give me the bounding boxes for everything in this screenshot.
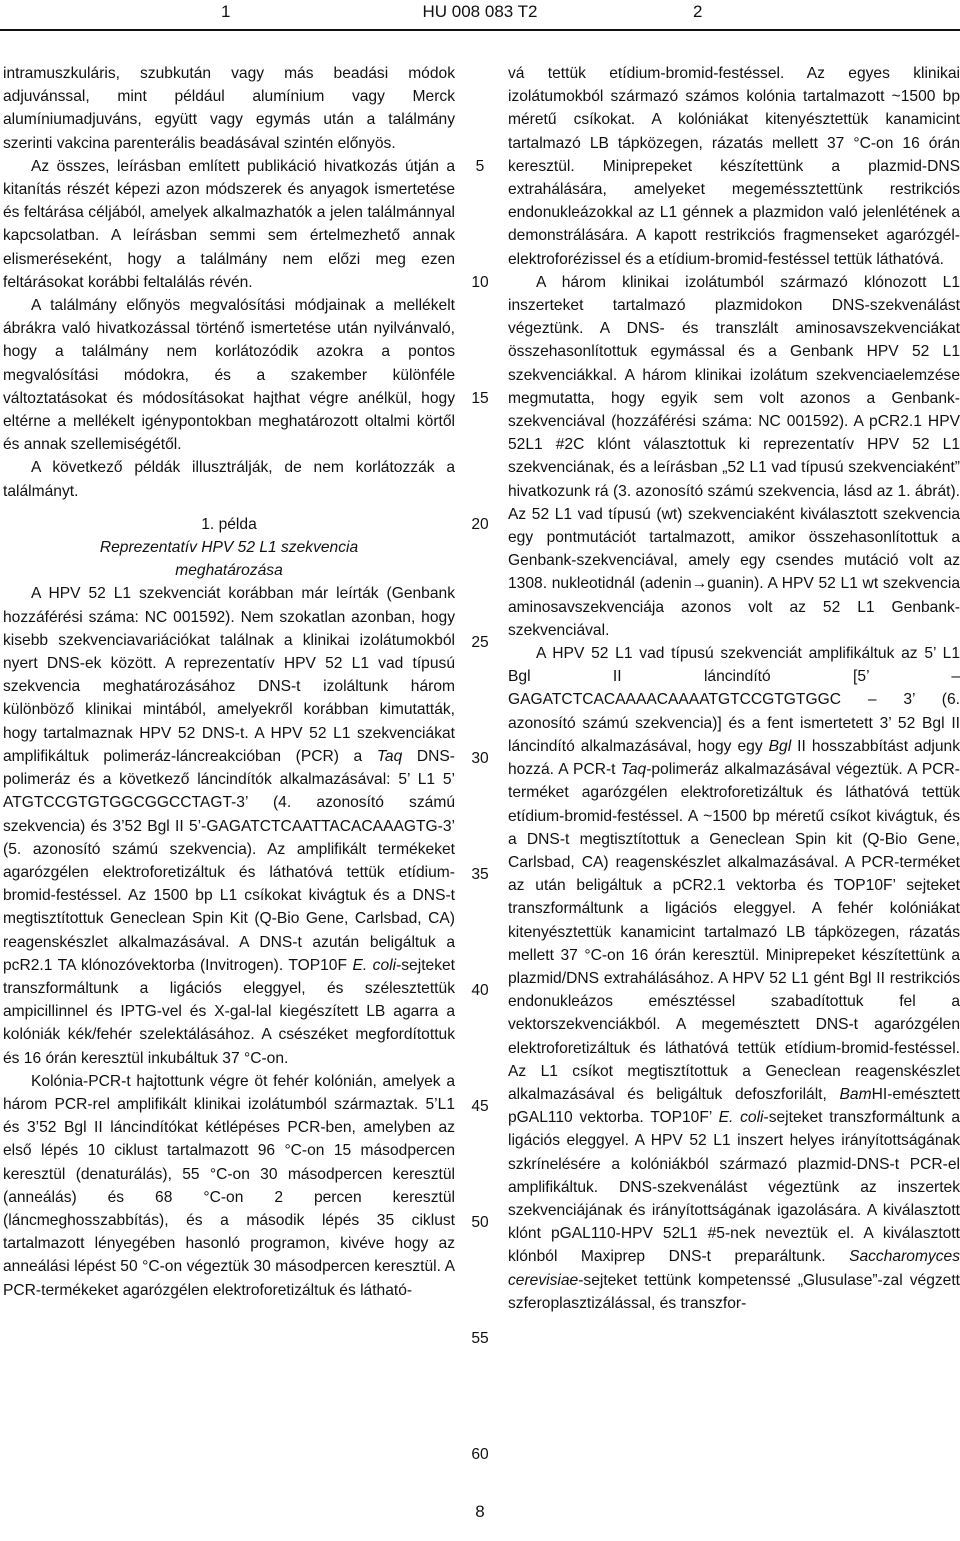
- line-number: 55: [471, 1330, 489, 1347]
- text-run: DNS-polimeráz és a következő láncindítók alkalmazásával: 5’ L1 5’ ATGTCCGTGTGGCGGCCTAGT-3’ (4. azonosító számú szekvencia) és 3’52 Bgl II 5’-GAGATCTCAATTACACAAAGTG-3’ (5. azonosító számú szekvencia). Az amplifikált termékeket agarózgélen elektroforetizáltuk és láthatóvá tettük etídium-bromid-festéssel. Az 1500 bp L1 csíkokat kivágtuk és a DNS-t megtisztítottuk Geneclean Spin Kit (Q-Bio Gene, Carlsbad, CA) reagenskészlet alkalmazásával. A DNS-t azután beligáltuk a pcR2.1 TA klónozóvektorba (Invitrogen). TOP10F: [3, 747, 455, 974]
- italic-term: Saccharomyces cerevisiae: [508, 1248, 960, 1289]
- document-id: HU 008 083 T2: [422, 2, 538, 21]
- italic-term: Taq: [620, 761, 647, 779]
- text-run: -polimeráz alkalmazásával végeztük. A PCR-terméket agarózgélen elektroforetizáltuk és láthatóvá tettük etídium-bromid-festéssel. A ~1500 bp méretű csíkot kivágtuk, és a DNS-t megtisztítottuk a Geneclean Spin kit (Q-Bio Gene, Carlsbad, CA) reagenskészlet alkalmazásával. A PCR-terméket az után beligáltuk a pCR2.1 vektorba és TOP10F’ sejteket transzformáltunk a ligációs eleggyel. A fehér kolóniákat kitenyésztettük kanamicint tartalmazó LB tápközegen, rázatás mellett 37 °C-on 16 órán keresztül. Miniprepeket készítettünk a plazmid/DNS extrahálásához. A HPV 52 L1 gént Bgl II restrikciós endonukleázos emésztéssel szabadítottuk fel a vektorszekvenciákból. A megemésztett DNS-t agarózgélen elektroforetizáltuk és láthatóvá tettük etídium-bromid-festéssel. Az L1 csíkot megtisztítottuk a Geneclean reagenskészlet alkalmazásával és beligáltuk defoszforilált,: [508, 761, 960, 1103]
- italic-term: Bam: [839, 1085, 872, 1103]
- line-number: 45: [471, 1098, 489, 1115]
- page-number-left: 1: [221, 2, 231, 21]
- text-run: A HPV 52 L1 vad típusú szekvenciát amplifikáltuk az 5’ L1 Bgl II láncindító [5’ –GAGATCTCACAAAACAAAATGTCCGTGTGGC – 3’ (6. azonosító számú szekvencia)] és a fent ismertetett 3’ 52 Bgl II láncindító alkalmazásával, hogy egy: [508, 645, 960, 755]
- example-subtitle: Reprezentatív HPV 52 L1 szekvencia: [99, 539, 359, 557]
- paragraph: [3, 582, 455, 1069]
- example-subtitle: meghatározása: [175, 562, 283, 580]
- line-number: 20: [471, 516, 489, 533]
- line-number: 40: [471, 982, 489, 999]
- page-number-right: 2: [693, 2, 703, 21]
- right-column: [508, 62, 960, 1315]
- paragraph: vá tettük etídium-bromid-festéssel. Az egyes klinikai izolátumokból származó számos kolónia tartalmazott ~1500 bp méretű csíkokat. A kolóniákat kitenyésztettük kanamicint tartalmazó LB tápközegen, rázatás mellett 37 °C-on 16 órán keresztül. Miniprepeket készítettünk a plazmid-DNS extrahálására, amelyeket megeméssztettünk restrikciós endonukleázokkal az L1 génnek a plazmidon való jelenlétének a demonstrálására. A kapott restrikciós fragmenseket agarózgél-elektroforézissel és a etídium-bromid-festéssel tettük láthatóvá.: [508, 65, 960, 268]
- text-run: -sejteket transzformáltunk a ligációs eleggyel, és szélesztettük ampicillinnel és IPTG-vel és X-gal-lal kiegészített LB agarra a kolóniák kék/fehér szelektálásához. A csészéket megfordítottuk és 16 órán keresztül inkubáltuk 37 °C-on.: [3, 956, 455, 1067]
- paragraph: A három klinikai izolátumból származó klónozott L1 inszerteket tartalmazó plazmidokon DNS-szekvenálást végeztünk. A DNS- és transzlált aminosavszekvenciákat összehasonlítottuk egymással és a Genbank HPV 52 L1 szekvenciákkal. A három klinikai izolátum szekvenciaelemzése megmutatta, hogy egyik sem volt azonos a Genbank-szekvenciával (hozzáférési száma: NC 001592). A pCR2.1 HPV 52L1 #2C klónt választottuk ki reprezentatív HPV 52 L1 szekvenciának, és a leírásban „52 L1 vad típusú szekvenciaként” hivatkozunk rá (3. azonosító számú szekvencia, lásd az 1. ábrát). Az 52 L1 vad típusú (wt) szekvenciaként kiválasztott szekvencia egy pontmutációt tartalmazott, amikor összehasonlítottuk a Genbank-szekvenciával, amely egy csendes mutáció volt az 1308. nukleotidnál (adenin→guanin). A HPV 52 L1 wt szekvencia aminosavszekvenciája azonos volt az 52 L1 Genbank-szekvenciával.: [508, 273, 960, 639]
- line-number: 10: [471, 274, 489, 291]
- paragraph: A találmány előnyös megvalósítási módjainak a mellékelt ábrákra való hivatkozással történő ismertetése után nyilvánvaló, hogy a találmány nem korlátozódik azokra a pontos megvalósítási módokra, és a szakember különféle változtatásokat és módosításokat hajthat végre anélkül, hogy eltérne a mellékelt igénypontokban meghatározott oltalmi körtől és annak szellemiségétől.: [3, 297, 455, 454]
- text-run: -sejteket tettünk kompetenssé „Glusulase”-zal végzett szferoplasztizálással, és transzfor-: [508, 1271, 960, 1312]
- italic-term: E. coli: [352, 956, 397, 974]
- text-run: A HPV 52 L1 szekvenciát korábban már leírták (Genbank hozzáférési száma: NC 001592). Nem szokatlan azonban, hogy kisebb szekvenciavariációkat találnak a klinikai izolátumokból nyert DNS-ek között. A reprezentatív HPV 52 L1 vad típusú szekvencia meghatározásához DNS-t izoláltunk három különböző klinikai mintából, amelyekről korábban kimutatták, hogy tartalmaznak HPV 52 DNS-t. A HPV 52 L1 szekvenciákat amplifikáltuk polimeráz-láncreakcióban (PCR) a: [3, 585, 455, 765]
- header-rule: [0, 29, 960, 31]
- paragraph: Az összes, leírásban említett publikáció hivatkozás útján a kitanítás részét képezi azon módszerek és anyagok ismertetése és feltárása céljából, amelyek alkalmazhatók a jelen találmánnyal kapcsolatban. A leírásban semmi sem értelmezhető annak elismeréseként, hogy a találmány nem előzi meg ezen feltárásokat korábbi feltalálás révén.: [3, 157, 455, 291]
- text-run: HI-emésztett pGAL110 vektorba. TOP10F’: [508, 1085, 960, 1127]
- line-number: 30: [471, 750, 489, 767]
- italic-term: E. coli: [718, 1109, 764, 1127]
- italic-term: Taq: [376, 747, 403, 765]
- paragraph: Kolónia-PCR-t hajtottunk végre öt fehér kolónián, amelyek a három PCR-rel amplifikált klinikai izolátumból származtak. 5’L1 és 3’52 Bgl II láncindítókat kétlépéses PCR-ben, amelyben az első lépés 10 ciklust tartalmazott 96 °C-on 15 másodpercen keresztül (denaturálás), 55 °C-on 30 másodpercen keresztül (anneálás) és 68 °C-on 2 percen keresztül (láncmeghosszabbítás), és a második lépés 35 ciklust tartalmazott lényegében hasonló programon, kivéve hogy az anneálási lépést 50 °C-on végeztük 30 másodpercen keresztül. A PCR-termékeket agarózgélen elektroforetizáltuk és látható-: [3, 1072, 455, 1299]
- example-title: 1. példa: [201, 515, 257, 533]
- line-number: 5: [475, 158, 485, 175]
- line-number: 35: [471, 866, 489, 883]
- text-run: -sejteket transzformáltunk a ligációs eleggyel. A HPV 52 L1 inszert helyes irányítottságának szkrínelésére a kolóniákból származó plazmid-DNS-t PCR-el amplifikáltuk. DNS-szekvenálást végeztünk az inszertek szekvenciájának és irányítottságának igazolására. A kiválasztott klónt pGAL110-HPV 52L1 #5-nek neveztük el. A kiválasztott klónból Maxiprep DNS-t preparáltunk.: [508, 1109, 960, 1266]
- paragraph: [508, 642, 960, 1315]
- footer-page-number: 8: [475, 1502, 485, 1521]
- line-number: 60: [471, 1446, 489, 1463]
- text-run: II hosszabbítást adjunk hozzá. A PCR-t: [508, 737, 960, 779]
- line-number: 15: [471, 390, 489, 407]
- paragraph: intramuszkuláris, szubkután vagy más beadási módok adjuvánssal, mint például alumínium vagy Merck alumíniumadjuváns, együtt vagy egymás után a találmány szerinti vakcina parenterális beadásával szintén előnyös.: [3, 65, 455, 152]
- italic-term: Bgl: [768, 737, 792, 755]
- left-column: [3, 62, 455, 1302]
- paragraph: A következő példák illusztrálják, de nem korlátozzák a találmányt.: [3, 459, 455, 500]
- line-number: 25: [471, 634, 489, 651]
- line-number: 50: [471, 1214, 489, 1231]
